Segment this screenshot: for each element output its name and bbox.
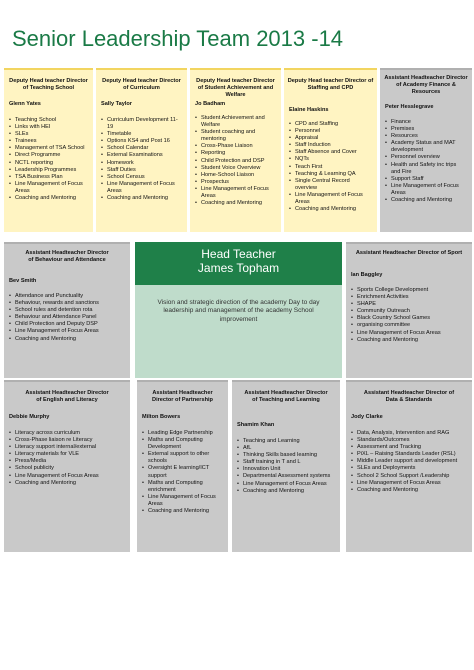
list-item: • School publicity	[9, 465, 125, 472]
list-item: • TSA Business Plan	[9, 174, 88, 181]
card-name: Glenn Yates	[9, 101, 41, 107]
responsibility-list	[4, 117, 93, 202]
list-item: • School Calendar	[101, 145, 182, 152]
head-teacher-description: Vision and strategic direction of the academy Day to day leadership and management of the academy School improvement	[157, 299, 320, 323]
list-item: • Child Protection and Deputy DSP	[9, 321, 125, 328]
list-item: • Line Management of Focus Areas	[9, 473, 125, 480]
card-role: Assistant Headteacher Director of Teaching and Learning	[244, 390, 328, 403]
responsibility-list	[232, 438, 340, 495]
list-item: • Links with HEI	[9, 124, 88, 131]
list-item: • Resources	[385, 133, 467, 140]
list-item: • Coaching and Mentoring	[9, 195, 88, 202]
list-item: • Behaviour and Attendance Panel	[9, 314, 125, 321]
list-item: • Student Achievement and Welfare	[195, 115, 276, 129]
list-item: • Sports College Development	[351, 287, 467, 294]
list-item: • Management of TSA School	[9, 145, 88, 152]
list-item: • Literacy materials for VLE	[9, 451, 125, 458]
list-item: • Middle Leader support and development	[351, 458, 467, 465]
list-item: • Direct Programme	[9, 152, 88, 159]
list-item: • School 2 School Support /Leadership	[351, 473, 467, 480]
deputy-head-card-staffing-cpd	[284, 68, 377, 232]
list-item: • Maths and Computing Development	[142, 437, 223, 451]
assistant-head-card-teaching-learning	[232, 380, 340, 552]
list-item: • Premises	[385, 126, 467, 133]
list-item: • Personnel overview	[385, 154, 467, 161]
deputy-head-card-teaching-school	[4, 68, 93, 232]
list-item: • NCTL reporting	[9, 160, 88, 167]
list-item: • Cross-Phase liaison re Literacy	[9, 437, 125, 444]
list-item: • School rules and detention rota	[9, 307, 125, 314]
card-role: Deputy Head teacher Director of Staffing and CPD	[287, 78, 374, 91]
list-item: • PiXL – Raising Standards Leader (RSL)	[351, 451, 467, 458]
list-item: • Homework	[101, 160, 182, 167]
list-item: • Single Central Record overview	[289, 178, 372, 192]
head-teacher-name: James Topham	[197, 261, 280, 276]
responsibility-list	[96, 117, 187, 202]
list-item: • Personnel	[289, 128, 372, 135]
responsibility-list	[137, 430, 228, 515]
list-item: • AfL	[237, 445, 335, 452]
responsibility-list	[190, 115, 281, 207]
list-item: • Student Voice Overview	[195, 165, 276, 172]
page-title: Senior Leadership Team 2013 -14	[12, 26, 344, 51]
list-item: • Community Outreach	[351, 308, 467, 315]
list-item: • Coaching and Mentoring	[385, 197, 467, 204]
list-item: • Options KS4 and Post 16	[101, 138, 182, 145]
card-role: Assistant Headteacher Director of Academy Finance & Resources	[384, 75, 468, 95]
responsibility-list	[380, 119, 472, 204]
list-item: • Assessment and Tracking	[351, 444, 467, 451]
assistant-head-card-sport	[346, 242, 472, 378]
list-item: • Line Management of Focus Areas	[385, 183, 467, 197]
card-name: Elaine Haskins	[289, 107, 329, 113]
list-item: • Home-School Liaison	[195, 172, 276, 179]
list-item: • Coaching and Mentoring	[101, 195, 182, 202]
list-item: • Staff Absence and Cover	[289, 149, 372, 156]
responsibility-list	[346, 430, 472, 494]
list-item: • Finance	[385, 119, 467, 126]
list-item: • SLEs	[9, 131, 88, 138]
list-item: • Line Management of Focus Areas	[351, 480, 467, 487]
list-item: • Line Management of Focus Areas	[289, 192, 372, 206]
list-item: • External Examinations	[101, 152, 182, 159]
list-item: • Coaching and Mentoring	[195, 200, 276, 207]
list-item: • Staff Induction	[289, 142, 372, 149]
list-item: • SHAPE	[351, 301, 467, 308]
list-item: • Black Country School Games	[351, 315, 467, 322]
list-item: • Coaching and Mentoring	[351, 337, 467, 344]
card-role: Assistant Headteacher Director of Data & Standards	[363, 390, 455, 403]
list-item: • Reporting	[195, 150, 276, 157]
list-item: • Data, Analysis, Intervention and RAG	[351, 430, 467, 437]
head-teacher-card	[135, 242, 342, 378]
list-item: • Coaching and Mentoring	[351, 487, 467, 494]
card-role: Deputy Head teacher Director of Student Achievement and Welfare	[196, 78, 275, 98]
list-item: • Oversight E learning/ICT support	[142, 465, 223, 479]
list-item: • Support Staff	[385, 176, 467, 183]
card-name: Peter Hesslegrave	[385, 104, 434, 110]
assistant-head-card-finance	[380, 68, 472, 232]
list-item: • SLEs and Deployments	[351, 465, 467, 472]
list-item: • Teaching & Learning QA	[289, 171, 372, 178]
card-name: Debbie Murphy	[9, 414, 50, 420]
card-role: Deputy Head teacher Director of Teaching School	[9, 78, 88, 91]
card-name: Jody Clarke	[351, 414, 383, 420]
list-item: • Behaviour, rewards and sanctions	[9, 300, 125, 307]
card-name: Jo Badham	[195, 101, 226, 107]
list-item: • Innovation Unit	[237, 466, 335, 473]
list-item: • Line Management of Focus Areas	[195, 186, 276, 200]
responsibility-list	[346, 287, 472, 344]
card-name: Milton Bowers	[142, 414, 181, 420]
list-item: • Student coaching and mentoring	[195, 129, 276, 143]
list-item: • Coaching and Mentoring	[237, 488, 335, 495]
list-item: • Line Management of Focus Areas	[237, 481, 335, 488]
list-item: • Coaching and Mentoring	[142, 508, 223, 515]
card-role: Assistant Headteacher Director of English and Literacy	[25, 390, 109, 403]
head-teacher-role: Head Teacher	[201, 247, 276, 261]
list-item: • Line Management of Focus Areas	[142, 494, 223, 508]
list-item: • Coaching and Mentoring	[9, 480, 125, 487]
assistant-head-card-english	[4, 380, 130, 552]
assistant-head-card-behaviour	[4, 242, 130, 378]
list-item: • Academy Status and MAT development	[385, 140, 467, 154]
list-item: • Teach First	[289, 164, 372, 171]
card-name: Bev Smith	[9, 278, 37, 284]
list-item: • Child Protection and DSP	[195, 158, 276, 165]
list-item: • Literacy across curriculum	[9, 430, 125, 437]
list-item: • Departmental Assessment systems	[237, 473, 335, 480]
list-item: • Health and Safety inc trips and Fire	[385, 162, 467, 176]
list-item: • Trainees	[9, 138, 88, 145]
responsibility-list	[284, 121, 377, 213]
list-item: • Timetable	[101, 131, 182, 138]
card-role: Deputy Head teacher Director of Curriculum	[102, 78, 181, 91]
card-role: Assistant Headteacher Director of Sport	[355, 250, 463, 256]
list-item: • Leading Edge Partnership	[142, 430, 223, 437]
deputy-head-card-curriculum	[96, 68, 187, 232]
list-item: • Line Management of Focus Areas	[9, 328, 125, 335]
list-item: • organising committee	[351, 322, 467, 329]
list-item: • Maths and Computing enrichment	[142, 480, 223, 494]
list-item: • Prospectus	[195, 179, 276, 186]
list-item: • NQTs	[289, 156, 372, 163]
list-item: • Standards/Outcomes	[351, 437, 467, 444]
assistant-head-card-partnership	[137, 380, 228, 552]
list-item: • CPD and Staffing	[289, 121, 372, 128]
responsibility-list	[4, 293, 130, 343]
list-item: • Teaching and Learning	[237, 438, 335, 445]
card-name: Shamim Khan	[237, 422, 275, 428]
list-item: • Appraisal	[289, 135, 372, 142]
list-item: • Coaching and Mentoring	[9, 336, 125, 343]
list-item: • Coaching and Mentoring	[289, 206, 372, 213]
list-item: • Literacy support internal/external	[9, 444, 125, 451]
list-item: • Teaching School	[9, 117, 88, 124]
list-item: • Curriculum Development 11-19	[101, 117, 182, 131]
list-item: • Staff training in T and L	[237, 459, 335, 466]
responsibility-list	[4, 430, 130, 487]
list-item: • Line Management of Focus Areas	[101, 181, 182, 195]
list-item: • Line Management of Focus Areas	[9, 181, 88, 195]
deputy-head-card-student-achievement	[190, 68, 281, 232]
list-item: • Cross-Phase Liaison	[195, 143, 276, 150]
list-item: • School Census	[101, 174, 182, 181]
list-item: • Line Management of Focus Areas	[351, 330, 467, 337]
head-teacher-banner	[135, 242, 342, 285]
list-item: • Leadership Programmes	[9, 167, 88, 174]
card-role: Assistant Headteacher Director of Partnership	[152, 390, 213, 403]
list-item: • Enrichment Activities	[351, 294, 467, 301]
assistant-head-card-data-standards	[346, 380, 472, 552]
list-item: • Thinking Skills based learning	[237, 452, 335, 459]
card-role: Assistant Headteacher Director of Behaviour and Attendance	[25, 250, 109, 263]
list-item: • Attendance and Punctuality	[9, 293, 125, 300]
list-item: • External support to other schools	[142, 451, 223, 465]
card-name: Ian Baggley	[351, 272, 383, 278]
list-item: • Staff Duties	[101, 167, 182, 174]
list-item: • Press/Media	[9, 458, 125, 465]
card-name: Sally Taylor	[101, 101, 132, 107]
